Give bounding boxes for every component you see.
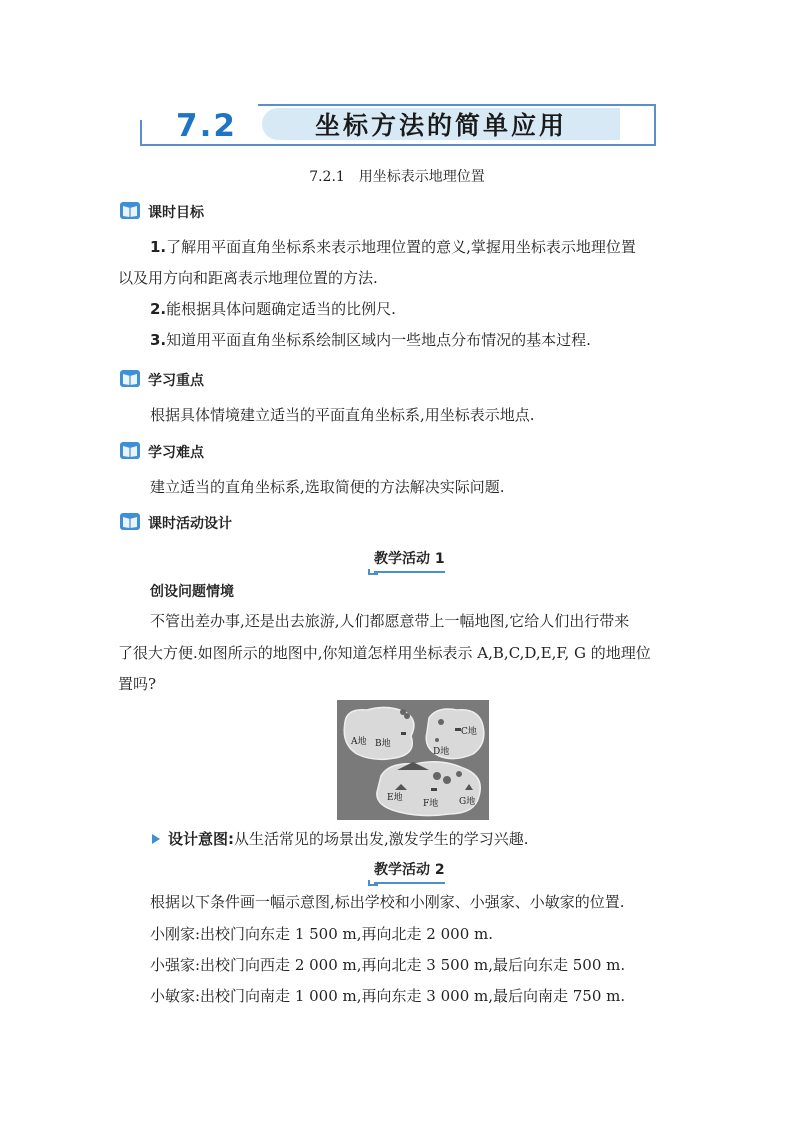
- activity-2-line-2: 小强家:出校门向西走 2 000 m,再向北走 3 500 m,最后向东走 500 m.: [150, 956, 626, 974]
- activity-2-intro: 根据以下条件画一幅示意图,标出学校和小刚家、小强家、小敏家的位置.: [150, 893, 625, 911]
- activity-2-line-1: 小刚家:出校门向东走 1 500 m,再向北走 2 000 m.: [150, 925, 493, 943]
- map-label-d: D地: [433, 747, 450, 757]
- play-arrow-icon: [152, 834, 160, 844]
- activity-1-badge: 教学活动 1: [374, 548, 445, 573]
- map-label-a: A地: [351, 737, 367, 747]
- activity-2-line-3: 小敏家:出校门向南走 1 000 m,再向东走 3 000 m,最后向南走 750 m.: [150, 987, 626, 1005]
- activity-design-heading: 课时活动设计: [148, 516, 232, 532]
- section-title: 坐标方法的简单应用: [314, 111, 567, 140]
- book-icon: [120, 370, 140, 387]
- activity-2-badge: 教学活动 2: [374, 859, 445, 884]
- goal-item-1-cont: 以及用方向和距离表示地理位置的方法.: [118, 269, 378, 287]
- book-icon: [120, 202, 140, 219]
- map-label-b: B地: [375, 739, 391, 749]
- activity-1-heading: 创设问题情境: [150, 584, 234, 600]
- map-illustration: [337, 700, 489, 820]
- book-icon: [120, 442, 140, 459]
- map-label-c: C地: [461, 727, 477, 737]
- difficulties-text: 建立适当的直角坐标系,选取简便的方法解决实际问题.: [150, 478, 505, 496]
- activity-1-line-2: 了很大方便.如图所示的地图中,你知道怎样用坐标表示 A,B,C,D,E,F, G 的地理位: [118, 644, 651, 662]
- key-points-heading: 学习重点: [148, 373, 204, 389]
- map-label-g: G地: [459, 797, 476, 807]
- activity-1-line-3: 置吗?: [118, 675, 157, 693]
- header-border-bottom: [140, 144, 656, 146]
- subsection-title: 7.2.1 用坐标表示地理位置: [309, 169, 485, 185]
- activity-1-line-1: 不管出差办事,还是出去旅游,人们都愿意带上一幅地图,它给人们出行带来: [150, 612, 630, 630]
- design-intent: 设计意图:从生活常见的场景出发,激发学生的学习兴趣.: [168, 830, 529, 848]
- difficulties-heading: 学习难点: [148, 445, 204, 461]
- section-number: 7.2: [176, 108, 237, 144]
- key-points-text: 根据具体情境建立适当的平面直角坐标系,用坐标表示地点.: [150, 406, 535, 424]
- map-graphic: [337, 700, 489, 820]
- map-label-f: F地: [423, 799, 439, 809]
- goals-heading: 课时目标: [148, 205, 204, 221]
- goal-item-3: 3.知道用平面直角坐标系绘制区域内一些地点分布情况的基本过程.: [150, 331, 591, 349]
- goal-item-1: 1.了解用平面直角坐标系来表示地理位置的意义,掌握用坐标表示地理位置: [150, 238, 636, 256]
- map-label-e: E地: [387, 793, 403, 803]
- header-border-left: [140, 120, 142, 146]
- goal-item-2: 2.能根据具体问题确定适当的比例尺.: [150, 300, 396, 318]
- book-icon: [120, 513, 140, 530]
- header-border-right: [654, 104, 656, 146]
